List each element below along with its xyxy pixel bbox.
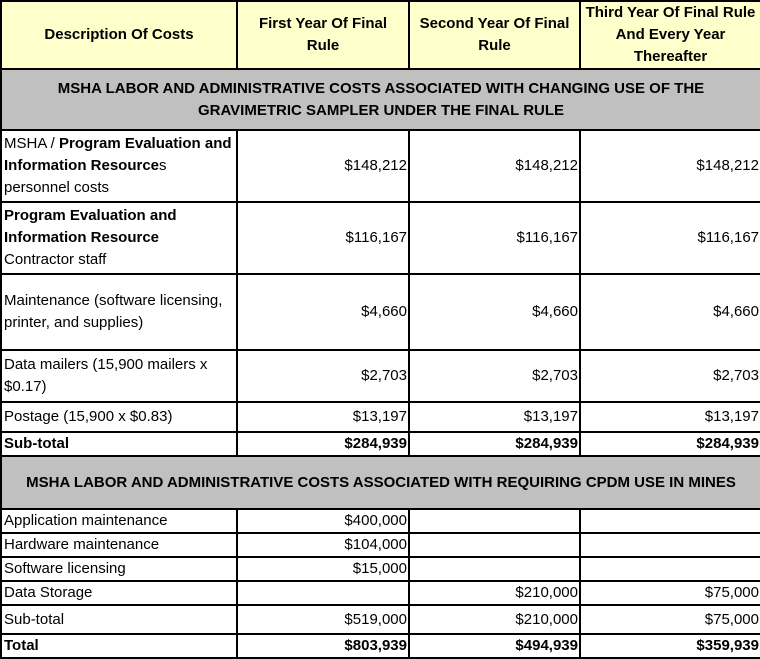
table-row	[1, 274, 760, 350]
desc-line2: personnel costs	[4, 179, 110, 196]
desc-line2: Contractor staff	[4, 251, 107, 268]
value-year2: $4,660	[409, 274, 580, 350]
value-year1: $15,000	[237, 557, 409, 581]
value-year1: $116,167	[237, 202, 409, 274]
value-year3: $116,167	[580, 202, 760, 274]
table-row	[1, 533, 760, 557]
value-year2: $2,703	[409, 350, 580, 402]
header-description: Description Of Costs	[1, 1, 237, 69]
table-row	[1, 202, 760, 274]
subtotal-year2: $210,000	[409, 605, 580, 634]
desc-bold: Program Evaluation and Information Resource	[4, 135, 232, 174]
value-year1: $400,000	[237, 509, 409, 533]
value-year1: $4,660	[237, 274, 409, 350]
value-year2: $210,000	[409, 581, 580, 605]
subtotal-year3: $284,939	[580, 432, 760, 456]
value-year1	[237, 581, 409, 605]
total-year3: $359,939	[580, 634, 760, 658]
value-year3	[580, 557, 760, 581]
desc-prefix: MSHA /	[4, 135, 60, 152]
value-year2: $148,212	[409, 130, 580, 202]
table-row	[1, 130, 760, 202]
row-description	[1, 202, 237, 274]
value-year3: $2,703	[580, 350, 760, 402]
row-description	[1, 130, 237, 202]
section1-title: MSHA LABOR AND ADMINISTRATIVE COSTS ASSOCIATED WITH CHANGING USE OF THE GRAVIMETRIC SAMPLER UNDER THE FINAL RULE	[1, 69, 760, 130]
value-year1: $148,212	[237, 130, 409, 202]
value-year2	[409, 533, 580, 557]
row-description: Hardware maintenance	[1, 533, 237, 557]
value-year3: $4,660	[580, 274, 760, 350]
value-year2	[409, 509, 580, 533]
section2-title: MSHA LABOR AND ADMINISTRATIVE COSTS ASSOCIATED WITH REQUIRING CPDM USE IN MINES	[1, 456, 760, 509]
subtotal-row	[1, 432, 760, 456]
table-row	[1, 581, 760, 605]
row-description: Software licensing	[1, 557, 237, 581]
value-year2: $13,197	[409, 402, 580, 432]
row-description: Maintenance (software licensing, printer, and supplies)	[1, 274, 237, 350]
header-year3: Third Year Of Final Rule And Every Year Thereafter	[580, 1, 760, 69]
total-label: Total	[1, 634, 237, 658]
value-year3	[580, 509, 760, 533]
header-year2: Second Year Of Final Rule	[409, 1, 580, 69]
value-year1: $104,000	[237, 533, 409, 557]
value-year3: $148,212	[580, 130, 760, 202]
desc-suffix: s	[159, 157, 167, 174]
value-year3	[580, 533, 760, 557]
desc-bold: Program Evaluation and Information Resource	[4, 207, 177, 246]
subtotal-year3: $75,000	[580, 605, 760, 634]
subtotal-row	[1, 605, 760, 634]
row-description: Data mailers (15,900 mailers x $0.17)	[1, 350, 237, 402]
table-row	[1, 557, 760, 581]
total-row	[1, 634, 760, 658]
subtotal-label: Sub-total	[1, 605, 237, 634]
row-description: Data Storage	[1, 581, 237, 605]
value-year3: $13,197	[580, 402, 760, 432]
value-year1: $13,197	[237, 402, 409, 432]
value-year1: $2,703	[237, 350, 409, 402]
value-year2: $116,167	[409, 202, 580, 274]
total-year1: $803,939	[237, 634, 409, 658]
subtotal-label: Sub-total	[1, 432, 237, 456]
total-year2: $494,939	[409, 634, 580, 658]
row-description: Application maintenance	[1, 509, 237, 533]
row-description: Postage (15,900 x $0.83)	[1, 402, 237, 432]
table-row	[1, 350, 760, 402]
header-row	[1, 1, 760, 69]
subtotal-year1: $284,939	[237, 432, 409, 456]
value-year3: $75,000	[580, 581, 760, 605]
table-row	[1, 402, 760, 432]
subtotal-year1: $519,000	[237, 605, 409, 634]
header-year1: First Year Of Final Rule	[237, 1, 409, 69]
subtotal-year2: $284,939	[409, 432, 580, 456]
table-row	[1, 509, 760, 533]
value-year2	[409, 557, 580, 581]
section-header-row	[1, 69, 760, 130]
section-header-row	[1, 456, 760, 509]
